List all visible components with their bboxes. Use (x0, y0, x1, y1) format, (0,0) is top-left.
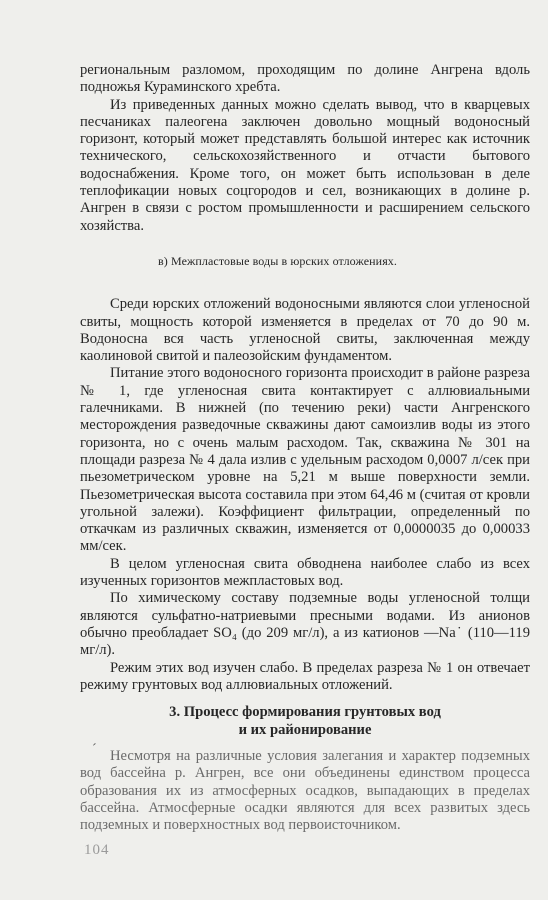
paragraph-1: региональным разломом, проходящим по долине Ангрена вдоль подножья Кураминского хребта. (80, 62, 530, 96)
paragraph-5: В целом угленосная свита обводнена наиболее слабо из всех изученных горизонтов межпластовых вод. (80, 555, 530, 590)
section-heading (80, 704, 530, 739)
paragraph-7: Режим этих вод изучен слабо. В пределах разреза № 1 он отвечает режиму грунтовых вод аллювиальных отложений. (80, 659, 530, 693)
paragraph-8: Несмотря на различные условия залегания и характер подземных вод бассейна р. Ангрен, все они объединены единством процесса образования их из атмосферных осадков, выпадающих в пределах бассейна. Атмосферные осадки являются для всех развитых здесь подземных и поверхностных вод первоисточником. (80, 748, 530, 834)
paragraph-2: Из приведенных данных можно сделать вывод, что в кварцевых песчаниках палеогена заключен довольно мощный водоносный горизонт, который может представлять большой интерес как источник технического, сельскохозяйственного и отчасти бытового водоснабжения. Кроме того, он может быть использован в деле теплофикации новых соцгородов и сел, возникающих в долине р. Ангрен в связи с ростом промышленности и расширением сельского хозяйства. (80, 96, 530, 234)
subheading: в) Межпластовые воды в юрских отложениях. (158, 253, 398, 268)
paragraph-6: По химическому составу подземные воды угленосной толщи являются сульфатно-натриевыми пресными водами. Из анионов обычно преобладает SO₄ (до 209 мг/л), а из катионов —Na˙ (110—119 мг/л). (80, 590, 530, 659)
page-number: 104 (84, 842, 110, 858)
paragraph-3: Среди юрских отложений водоносными являются слои угленосной свиты, мощность которой изменяется в пределах от 70 до 90 м. Водоносна вся часть угленосной свиты, заключенная между каолиновой свитой и палеозойским фундаментом. (80, 296, 530, 365)
section-heading-line-2: и их районирование (238, 721, 372, 738)
ink-mark: ˊ (92, 742, 97, 757)
section-heading-line-1: 3. Процесс формирования грунтовых вод (169, 704, 441, 721)
paragraph-4: Питание этого водоносного горизонта происходит в районе разреза № 1, где угленосная свита контактирует с аллювиальными галечниками. В нижней (по течению реки) части Ангренского месторождения разведочные скважины дают самоизлив воды из этого горизонта, но с очень малым расходом. Так, скважина № 301 на площади разреза № 4 дала излив с удельным расходом 0,0007 л/сек при пьезометрическом уровне на 5,21 м выше поверхности земли. Пьезометрическая высота составила при этом 64,46 м (считая от кровли угольной залежи). Коэффициент фильтрации, определенный по откачкам из различных скважин, изменяется от 0,0000035 до 0,00033 мм/сек. (80, 365, 530, 555)
